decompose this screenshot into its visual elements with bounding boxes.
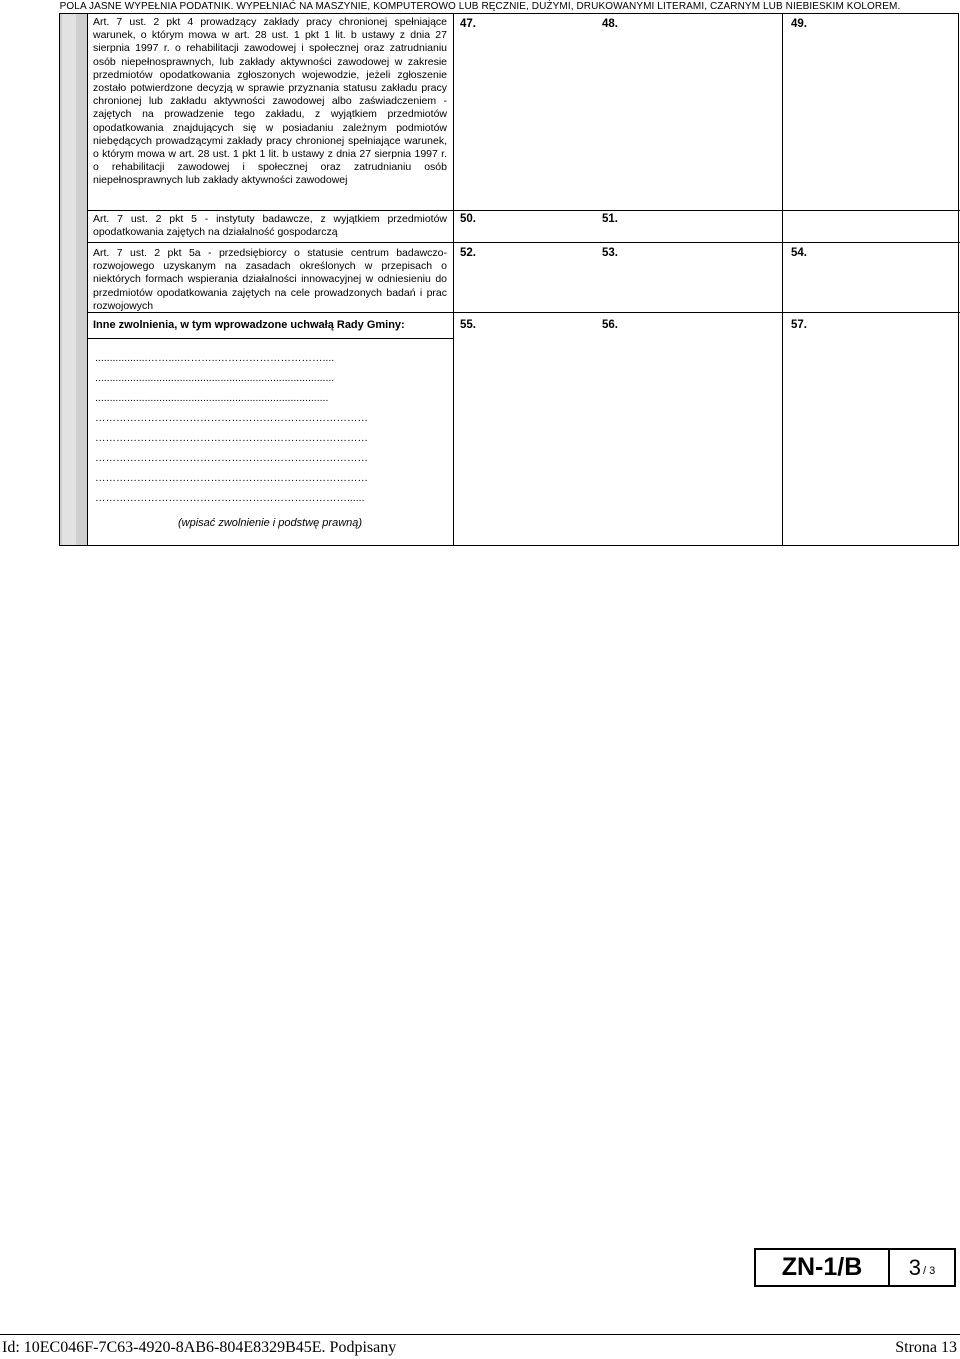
fill-line[interactable]: …………………………………………………………………… [95,412,368,424]
field-54[interactable]: 54. [791,247,807,259]
column-divider [453,14,454,545]
field-56[interactable]: 56. [602,319,618,331]
page-label: Strona 13 [895,1339,957,1356]
fill-line[interactable]: …………………………………………………………………… [95,432,368,444]
exemptions-table [59,13,959,546]
fill-line[interactable]: .................................................................................. [95,372,335,384]
fill-line[interactable]: …………………………………………………………………… [95,452,368,464]
field-57[interactable]: 57. [791,319,807,331]
fill-line[interactable]: ………………………………………………………………...... [95,492,365,504]
field-50[interactable]: 50. [460,213,476,225]
field-51[interactable]: 51. [602,213,618,225]
field-47[interactable]: 47. [460,18,476,30]
document-id: Id: 10EC046F-7C63-4920-8AB6-804E8329B45E. Podpisany [2,1339,397,1356]
field-55[interactable]: 55. [460,319,476,331]
footer-divider [0,1334,960,1335]
form-code-badge [754,1248,956,1287]
row-art7-pkt5-text: Art. 7 ust. 2 pkt 5 - instytuty badawcze, z wyjątkiem przedmiotów opodatkowania zajętych na działalność gospodarczą [93,213,447,239]
field-49[interactable]: 49. [791,18,807,30]
column-divider-right [782,14,783,545]
row-art7-pkt4-text: Art. 7 ust. 2 pkt 4 prowadzący zakłady pracy chronionej spełniające warunek, o którym mowa w art. 28 ust. 1 pkt 1 lit. b ustawy z dnia 27 sierpnia 1997 r. o rehabilitacji zawodowej i społecznej oraz zatrudnianiu osób niepełnosprawnych, lub zakłady aktywności zawodowej w zakresie przedmiotów opodatkowania zgłoszonych wojewodzie, jeżeli zgłoszenie zostało potwierdzone decyzją w sprawie przyznania statusu zakładu pracy chronionej lub zakładu aktywności zawodowej albo zaświadczeniem - zajętych na prowadzenie tego zakładu, z wyjątkiem przedmiotów opodatkowania znajdujących się w posiadaniu zależnym podmiotów niebędących prowadzącymi zakłady pracy chronionej spełniające warunek, o którym mowa w art. 28 ust. 1 pkt 1 lit. b ustawy z dnia 27 sierpnia 1997 r. o rehabilitacji zawodowej i społecznej oraz zatrudnianiu osób niepełnosprawnych lub zakłady aktywności zawodowej [93,16,447,187]
page-total: / 3 [923,1265,936,1277]
fill-line[interactable]: ..................……....………..………………………….... [95,352,335,364]
fill-line[interactable]: ................................................................................ [95,392,329,404]
page-indicator [890,1250,954,1285]
page-number: 3 [908,1254,921,1280]
field-48[interactable]: 48. [602,18,618,30]
form-code: ZN-1/B [756,1250,890,1285]
form-header-instruction: POLA JASNE WYPEŁNIA PODATNIK. WYPEŁNIAĆ NA MASZYNIE, KOMPUTEROWO LUB RĘCZNIE, DUŻYMI, DRUKOWANYMI LITERAMI, CZARNYM LUB NIEBIESKIM KOLOREM. [59,1,901,12]
field-53[interactable]: 53. [602,247,618,259]
field-52[interactable]: 52. [460,247,476,259]
fill-instruction: (wpisać zwolnienie i podstwę prawną) [178,517,363,529]
fill-line[interactable]: …………………………………………………………………… [95,472,368,484]
row-label-column [60,14,88,545]
row-art7-pkt5a-text: Art. 7 ust. 2 pkt 5a - przedsiębiorcy o statusie centrum badawczo-rozwojowego uzyskanym na zasadach określonych w przepisach o niektórych formach wspierania działalności innowacyjnej w odniesieniu do przedmiotów opodatkowania zajętych na cele prowadzonych badań i prac rozwojowych [93,247,447,312]
row-other-exemptions-text: Inne zwolnienia, w tym wprowadzone uchwałą Rady Gminy: [93,319,405,331]
